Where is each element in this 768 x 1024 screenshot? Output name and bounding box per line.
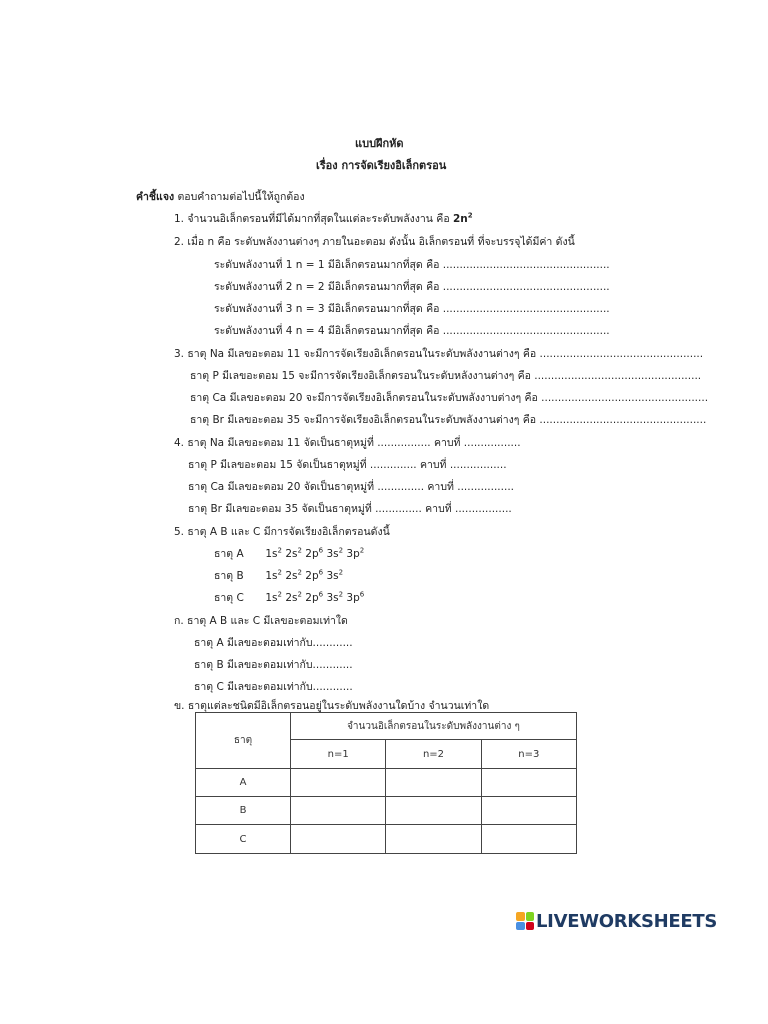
question-3-line: 3. ธาตุ Na มีเลขอะตอม 11 จะมีการจัดเรียงอิเล็กตรอนในระดับพลังงานต่างๆ คือ ................................................. [174,348,704,360]
orbital: $3s^2$ [326,546,344,560]
question-3-line: ธาตุ Ca มีเลขอะตอม 20 จะมีการจัดเรียงอิเล็กตรอนในระดับพลังงาบต่างๆ คือ .................................................. [190,392,709,404]
orbital-count: 2 [338,546,344,555]
part-b-text: ข. ธาตุแต่ละชนิดมีอิเล็กตรอนอยู่ในระดับพลังงานใดบ้าง จำนวนเท่าใด [174,700,490,712]
orbital-count: 2 [338,568,344,577]
orbital: $2s^2$ [285,568,302,582]
liveworksheets-logo-text: LIVEWORKSHEETS [536,910,718,932]
orbital: $2p^6$ [305,546,324,560]
orbital-count: 2 [277,590,282,599]
instruction-text: ตอบคำถามต่อไปนี้ให้ถูกต้อง [177,191,305,203]
question-3-line: ธาตุ P มีเลขอะตอม 15 จะมีการจัดเรียงอิเล็กตรอนในระดับหลังงานต่างๆ คือ .................................................. [190,370,702,382]
page-title: แบบฝึกหัด [355,137,404,150]
element-config-b [214,567,343,584]
table-cell[interactable] [481,769,576,797]
orbital: $3s^2$ [326,590,344,604]
question-4-line: 4. ธาตุ Na มีเลขอะตอม 11 จัดเป็นธาตุหมู่ที่ ................ คาบที่ ................. [174,437,521,449]
electron-config [265,570,343,582]
table-header-n3: n=3 [481,740,576,769]
table-cell[interactable] [386,825,481,854]
question-4-line: ธาตุ P มีเลขอะตอม 15 จัดเป็นธาตุหมู่ที่ .............. คาบที่ ................. [188,459,507,471]
electron-config [265,592,364,604]
part-a-text: ก. ธาตุ A B และ C มีเลขอะตอมเท่าใด [174,615,348,627]
orbital: $1s^2$ [265,546,282,560]
table-header-n2: n=2 [386,740,481,769]
orbital: $2s^2$ [285,590,302,604]
question-1-text: 1. จำนวนอิเล็กตรอนที่มีได้มากที่สุดในแต่ละระดับพลังงาน คือ [174,213,450,225]
orbital-count: 2 [277,568,282,577]
element-config-a [214,545,364,562]
orbital-count: 2 [297,546,302,555]
element-name: ธาตุ A [214,548,244,560]
orbital-count: 2 [297,568,302,577]
question-1 [174,210,473,227]
orbital: $2p^6$ [305,590,324,604]
electron-config [265,548,364,560]
question-2-line: ระดับพลังงานที่ 3 n = 3 มีอิเล็กตรอนมากที่สุด คือ .................................................. [214,303,610,315]
table-header-group: จำนวนอิเล็กตรอนในระดับพลังงานต่าง ๆ [291,713,577,740]
element-name: ธาตุ B [214,570,244,582]
orbital-count: 6 [318,546,324,555]
table-cell[interactable] [481,825,576,854]
table-header-n1: n=1 [291,740,386,769]
table-header-element: ธาตุ [196,713,291,769]
table-row-label: B [196,797,291,825]
orbital-count: 2 [297,590,302,599]
page-subtitle: เรื่อง การจัดเรียงอิเล็กตรอน [316,159,447,172]
question-4-line: ธาตุ Ca มีเลขอะตอม 20 จัดเป็นธาตุหมู่ที่ .............. คาบที่ ................. [188,481,514,493]
electron-table [195,712,577,854]
orbital: $1s^2$ [265,590,282,604]
orbital-count: 2 [338,590,344,599]
orbital-count: 6 [359,590,365,599]
instruction [136,188,305,205]
part-a-line: ธาตุ C มีเลขอะตอมเท่ากับ............ [194,681,353,693]
table-row-label: C [196,825,291,854]
orbital: $2p^6$ [305,568,324,582]
orbital: $2s^2$ [285,546,302,560]
orbital: $1s^2$ [265,568,282,582]
element-config-c [214,589,364,606]
question-2-line: ระดับพลังงานที่ 4 n = 4 มีอิเล็กตรอนมากที่สุด คือ .................................................. [214,325,610,337]
table-cell[interactable] [291,797,386,825]
table-cell[interactable] [386,797,481,825]
question-2-line: ระดับพลังงานที่ 1 n = 1 มีอิเล็กตรอนมากที่สุด คือ .................................................. [214,259,610,271]
question-3-line: ธาตุ Br มีเลขอะตอม 35 จะมีการจัดเรียงอิเล็กตรอนในระดับพลังงานต่างๆ คือ .................................................. [190,414,707,426]
liveworksheets-logo-icon [516,912,534,930]
orbital-count: 6 [318,590,324,599]
question-1-formula: $2n^2$ [452,211,473,225]
table-cell[interactable] [481,797,576,825]
part-a-line: ธาตุ B มีเลขอะตอมเท่ากับ............ [194,659,353,671]
orbital: $3p^6$ [346,590,365,604]
liveworksheets-logo [516,910,717,932]
question-2-text: 2. เมื่อ n คือ ระดับพลังงานต่างๆ ภายในอะตอม ดังนั้น อิเล็กตรอนที่ ที่จะบรรจุได้มีค่า ดังนี้ [174,236,575,248]
instruction-label: คำชี้แจง [136,191,175,203]
part-a-line: ธาตุ A มีเลขอะตอมเท่ากับ............ [194,637,353,649]
table-row-label: A [196,769,291,797]
question-2-line: ระดับพลังงานที่ 2 n = 2 มีอิเล็กตรอนมากที่สุด คือ .................................................. [214,281,610,293]
orbital: $3p^2$ [346,546,365,560]
orbital-count: 2 [277,546,282,555]
orbital-count: 2 [359,546,365,555]
element-name: ธาตุ C [214,592,244,604]
orbital-count: 6 [318,568,324,577]
table-cell[interactable] [291,769,386,797]
table-cell[interactable] [386,769,481,797]
orbital: $3s^2$ [326,568,344,582]
question-4-line: ธาตุ Br มีเลขอะตอม 35 จัดเป็นธาตุหมู่ที่ .............. คาบที่ ................. [188,503,512,515]
table-cell[interactable] [291,825,386,854]
question-5-text: 5. ธาตุ A B และ C มีการจัดเรียงอิเล็กตรอนดังนี้ [174,526,390,538]
